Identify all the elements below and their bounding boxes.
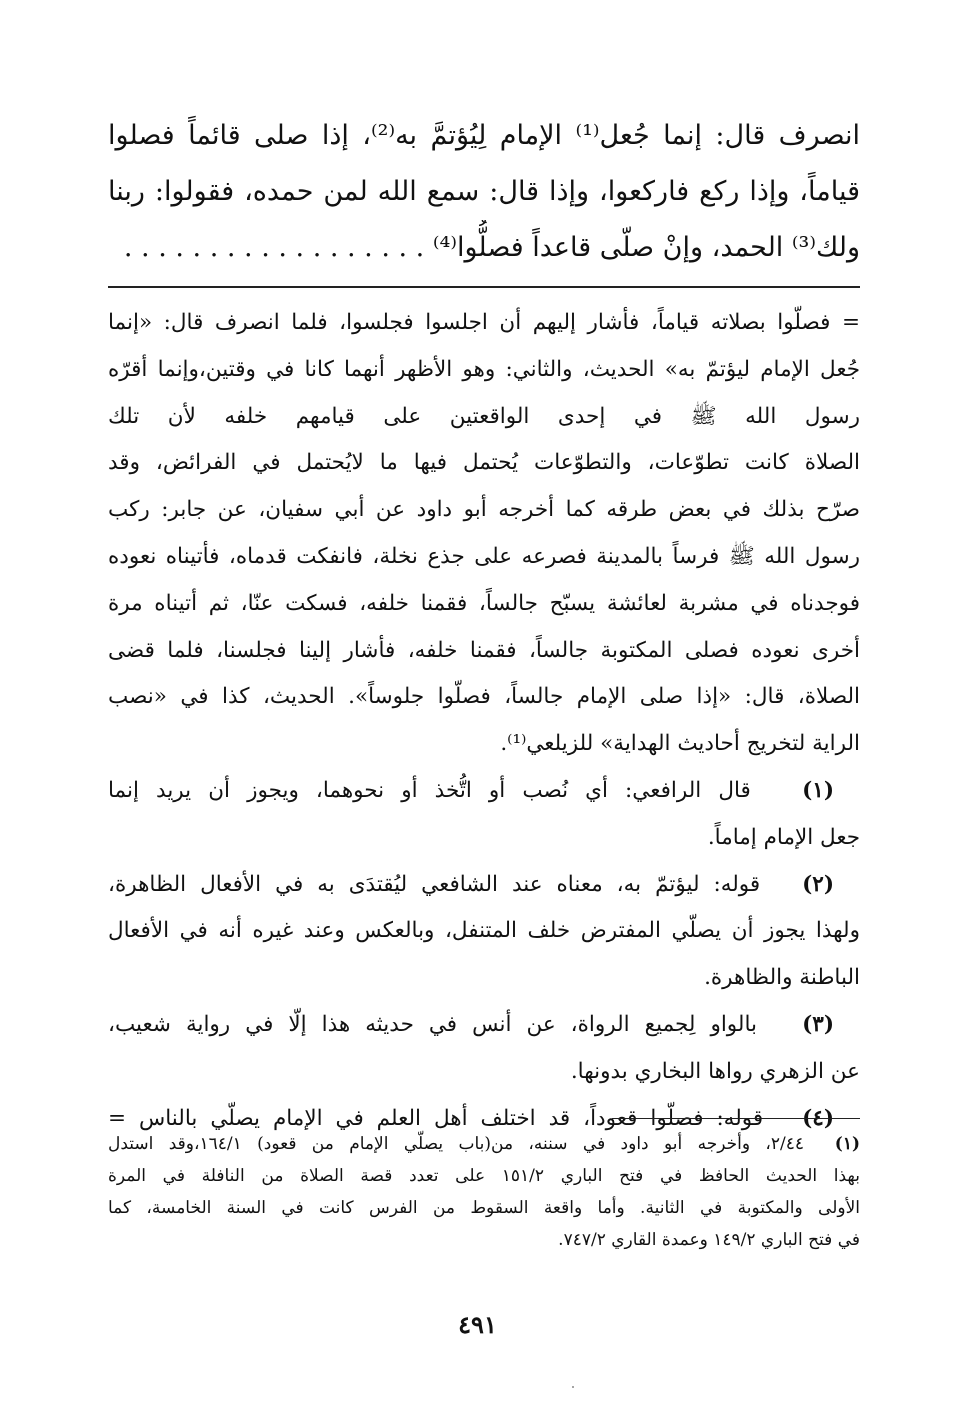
- scan-speck: [572, 1386, 574, 1388]
- commentary-line: الراية لتخريج أحاديث الهداية» للزيلعي⁽¹⁾.: [500, 731, 860, 757]
- main-line: ولك⁽³⁾ الحمد، وإنْ صلّى قاعداً فصلُّوا⁽⁴⁾ . . . . . . . . . . . . . . . . . .: [123, 232, 860, 263]
- footnote-divider: [612, 1118, 860, 1119]
- main-line: انصرف قال: إنما جُعل⁽¹⁾ الإمام لِيُؤتمَّ به⁽²⁾، إذا صلى قائماً فصلوا: [108, 120, 860, 151]
- page-number: ٤٩١: [458, 1310, 497, 1339]
- footnote: [108, 1128, 860, 1256]
- commentary-line: = فصلّوا بصلاته قياماً، فأشار إليهم أن اجلسوا فجلسوا، فلما انصرف قال: «إنما: [108, 310, 860, 335]
- commentary: [108, 300, 860, 1142]
- note-2-number: (٢): [802, 871, 834, 897]
- note-1-line: جعل الإمام إماماً.: [707, 824, 860, 850]
- main-text: [108, 108, 860, 276]
- footnote-line: (١) ٢/٤٤، وأخرجه أبو داود في سننه، من(باب يصلّي الإمام من قعود) ١٦٤/١،وقد استدل: [108, 1134, 860, 1154]
- footnote-line: بهذا الحديث الحافظ في فتح الباري ١٥١/٢ على تعدد قصة الصلاة من النافلة في المرة: [108, 1166, 860, 1186]
- note-1-number: (١): [802, 777, 834, 803]
- note-2-line: الباطنة والظاهرة.: [704, 965, 860, 991]
- footnote-number: (١): [834, 1134, 860, 1154]
- commentary-line: فوجدناه في مشربة لعائشة يسبّح جالساً، فقمنا خلفه، فسكت عنّا، ثم أتيناه مرة: [108, 590, 860, 616]
- note-4-number: (٤): [802, 1105, 834, 1131]
- commentary-line: الصلاة كانت تطوّعات، والتطوّعات يُحتمل فيها ما لايُحتمل في الفرائض، وقد: [108, 450, 860, 476]
- commentary-line: رسول الله ﷺ في إحدى الواقعتين على قيامهم خلفه لأن تلك: [108, 403, 860, 429]
- commentary-line: أخرى نعوده فصلى المكتوبة جالساً، فقمنا خلفه، فأشار إلينا فجلسنا، فلما قضى: [108, 637, 860, 663]
- note-1-line: (١) قال الرافعي: أي نُصب أو اتُّخذ أو نحوهما، ويجوز أن يريد إنما: [108, 777, 834, 803]
- note-2-line: (٢) قوله: ليؤتمّ به، معناه عند الشافعي ليُقتدَى به في الأفعال الظاهرة،: [108, 871, 834, 897]
- footnote-line: في فتح الباري ١٤٩/٢ وعمدة القاري ٧٤٧/٢.: [558, 1230, 860, 1250]
- note-3-line: (٣) بالواو لِجميع الرواة، عن أنس في حديثه هذا إلّا في رواية شعيب،: [108, 1011, 835, 1037]
- main-line: قياماً، وإذا ركع فاركعوا، وإذا قال: سمع الله لمن حمده، فقولوا: ربنا: [108, 176, 860, 207]
- commentary-line: رسول الله ﷺ فرساً بالمدينة فصرعه على جذع نخلة، فانفكت قدماه، فأتيناه نعوده: [108, 543, 860, 569]
- note-2-line: ولهذا يجوز أن يصلّي المفترض خلف المتنفل، وبالعكس وعند غيره أنه في الأفعال: [108, 918, 860, 944]
- main-divider: [108, 286, 860, 288]
- note-3-number: (٣): [802, 1011, 835, 1037]
- note-4-line: (٤) قوله: فصلّوا قعوداً، قد اختلف أهل العلم في الإمام يصلّي بالناس =: [108, 1105, 834, 1131]
- footnote-line: الأولى والمكتوبة في الثانية. وأما واقعة السقوط من الفرس كانت في السنة الخامسة، كما: [108, 1198, 860, 1218]
- commentary-line: الصلاة، قال: «إذا صلى الإمام جالساً، فصلّوا جلوساً». الحديث، كذا في «نصب: [108, 684, 860, 710]
- note-3-line: عن الزهري رواها البخاري بدونها.: [570, 1058, 860, 1084]
- commentary-line: جُعل الإمام ليؤتمّ به» الحديث، والثاني: وهو الأظهر أنهما كانا في وقتين،وإنما أقرّه: [108, 356, 860, 382]
- commentary-line: صرّح بذلك في بعض طرقه كما أخرجه أبو داود عن أبي سفيان، عن جابر: ركب: [108, 497, 860, 523]
